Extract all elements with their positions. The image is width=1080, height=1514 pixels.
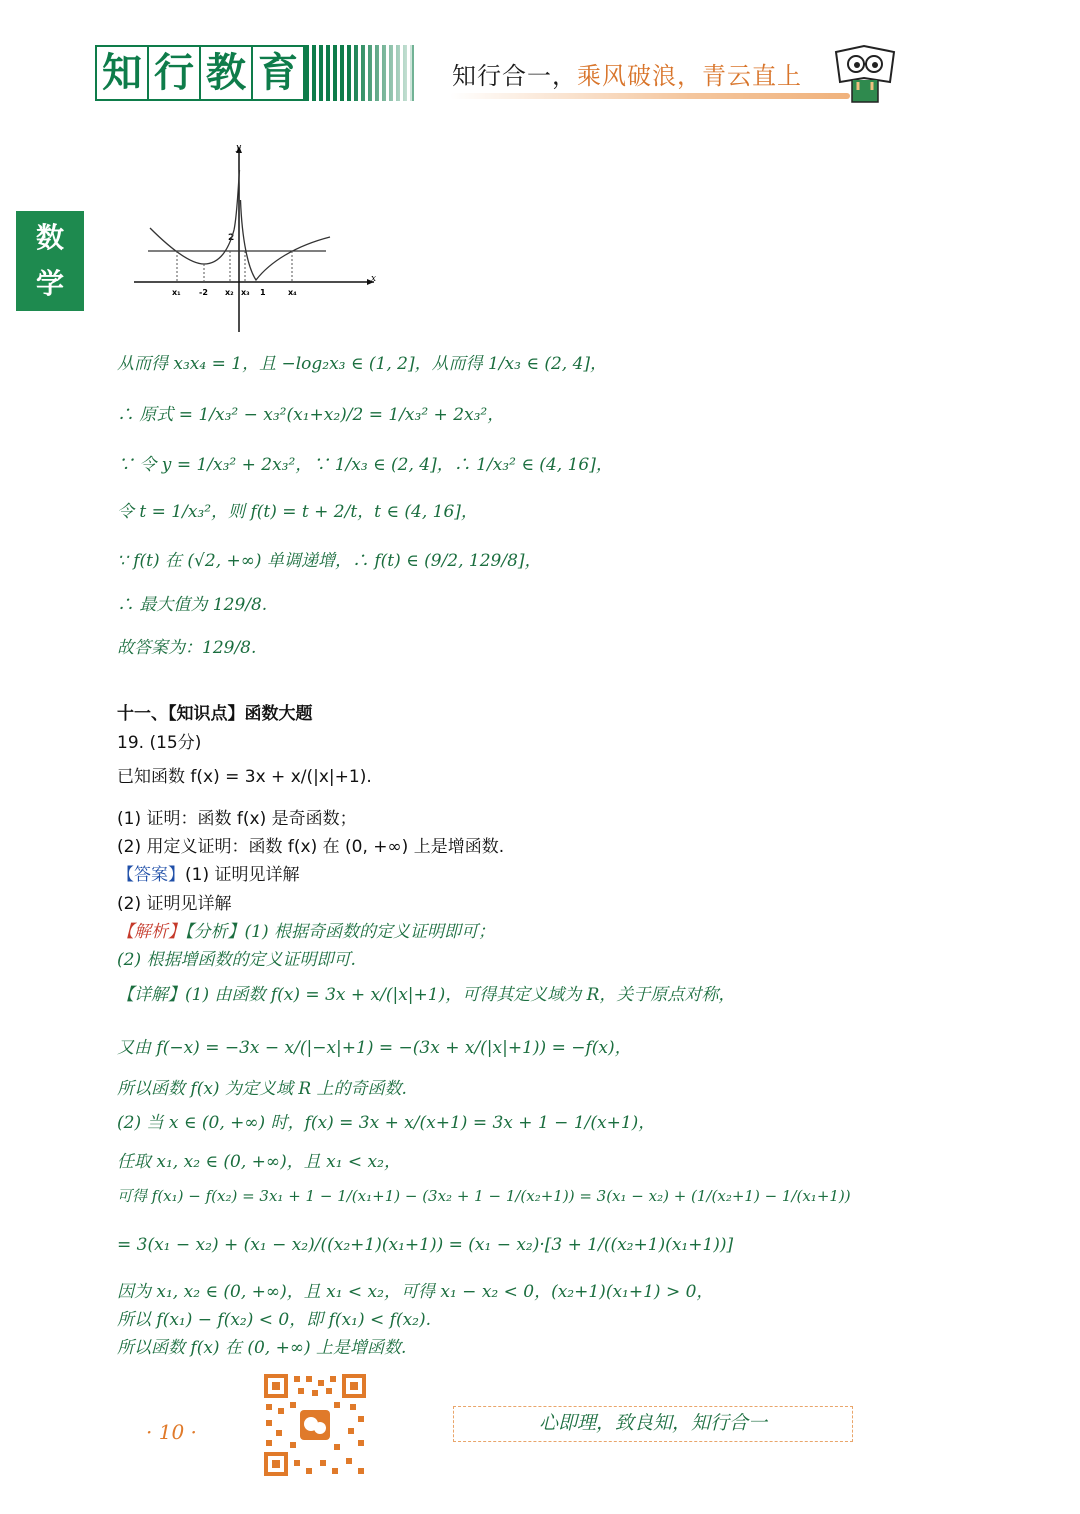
tick-minus2: -2	[199, 288, 208, 297]
detail-line-1	[117, 980, 735, 1005]
answer-line-2: (2) 证明见详解	[117, 894, 232, 914]
answer-tag: 【答案】	[117, 865, 185, 885]
answer-text-1: (1) 证明见详解	[185, 865, 300, 885]
function-graph	[130, 140, 380, 335]
problem-part-1: (1) 证明：函数 f(x) 是奇函数；	[117, 809, 357, 829]
tick-one: 1	[260, 288, 266, 297]
detail-line-2: 又由 f(−x) = −3x − x/(|−x|+1) = −(3x + x/(|x|+1)) = −f(x)，	[117, 1038, 632, 1058]
section-title: 十一、【知识点】函数大题	[117, 704, 313, 724]
brand-logo	[95, 45, 415, 101]
detail-line-5: 任取 x₁, x₂ ∈ (0, +∞)，且 x₁ < x₂，	[117, 1152, 401, 1172]
footer-motto: 心即理，致良知，知行合一	[453, 1406, 853, 1442]
detail-line-4: (2) 当 x ∈ (0, +∞) 时，f(x) = 3x + x/(x+1) = 3x + 1 − 1/(x+1)，	[117, 1113, 656, 1133]
detail-line-6: 可得 f(x₁) − f(x₂) = 3x₁ + 1 − 1/(x₁+1) − (3x₂ + 1 − 1/(x₂+1)) = 3(x₁ − x₂) + (1/(x₂+1) − 1/(x₁+1))	[117, 1187, 851, 1205]
detail-text-1: (1) 由函数 f(x) = 3x + x/(|x|+1)，可得其定义域为 R，关于原点对称，	[185, 985, 736, 1005]
analysis-subtag: 【分析】	[185, 922, 245, 942]
prev-solution-line-2: ∴ 原式 = 1/x₃² − x₃²(x₁+x₂)/2 = 1/x₃² + 2x₃²，	[117, 405, 505, 425]
prev-solution-line-4: 令 t = 1/x₃²，则 f(t) = t + 2/t，t ∈ (4, 16]，	[117, 502, 478, 522]
curve-right	[241, 200, 331, 280]
slogan-accent: 乘风破浪，青云直上	[577, 62, 802, 90]
tick-x4: x₄	[288, 288, 297, 297]
slogan-main: 知行合一，	[452, 62, 577, 90]
detail-line-7: = 3(x₁ − x₂) + (x₁ − x₂)/((x₂+1)(x₁+1)) = (x₁ − x₂)·[3 + 1/((x₂+1)(x₁+1))]	[117, 1235, 734, 1255]
page-number: · 10 ·	[146, 1420, 197, 1444]
problem-part-2: (2) 用定义证明：函数 f(x) 在 (0, +∞) 上是增函数.	[117, 837, 505, 857]
brand-letter-2: 行	[147, 45, 201, 101]
analysis-line-1	[117, 917, 495, 942]
prev-solution-line-3: ∵ 令 y = 1/x₃² + 2x₃²，∵ 1/x₃ ∈ (2, 4]，∴ 1/x₃² ∈ (4, 16]，	[117, 455, 613, 475]
prev-solution-line-6: ∴ 最大值为 129/8.	[117, 595, 268, 615]
label-two: 2	[228, 233, 235, 243]
detail-line-9: 所以 f(x₁) − f(x₂) < 0，即 f(x₁) < f(x₂).	[117, 1310, 432, 1330]
detail-line-10: 所以函数 f(x) 在 (0, +∞) 上是增函数.	[117, 1338, 407, 1358]
analysis-line-2: (2) 根据增函数的定义证明即可.	[117, 950, 356, 970]
header-slogan	[452, 56, 802, 91]
tick-x3: x₃	[241, 288, 250, 297]
subject-tab	[16, 211, 84, 311]
mascot-book-icon	[830, 38, 900, 104]
brand-stripes	[305, 45, 415, 101]
curve-left	[150, 170, 240, 264]
prev-solution-line-5: ∵ f(t) 在 (√2, +∞) 单调递增，∴ f(t) ∈ (9/2, 129/8]，	[117, 551, 542, 571]
detail-line-8: 因为 x₁, x₂ ∈ (0, +∞)，且 x₁ < x₂，可得 x₁ − x₂ < 0，(x₂+1)(x₁+1) > 0，	[117, 1282, 714, 1302]
brand-letter-1: 知	[95, 45, 149, 101]
subject-tab-line2: 学	[35, 267, 64, 300]
slogan-underline	[450, 93, 850, 99]
analysis-tag: 【解析】	[117, 922, 185, 942]
prev-solution-line-1: 从而得 x₃x₄ = 1，且 −log₂x₃ ∈ (1, 2]，从而得 1/x₃ ∈ (2, 4]，	[117, 354, 608, 374]
brand-letter-3: 教	[199, 45, 253, 101]
y-axis-label: y	[236, 143, 242, 153]
answer-line-1	[117, 860, 299, 885]
prev-solution-line-7: 故答案为：129/8.	[117, 638, 257, 658]
tick-x1: x₁	[172, 288, 181, 297]
brand-letter-4: 育	[251, 45, 305, 101]
header-divider	[412, 45, 414, 101]
tick-x2: x₂	[225, 288, 234, 297]
problem-stem: 已知函数 f(x) = 3x + x/(|x|+1).	[117, 767, 372, 787]
analysis-text-1: (1) 根据奇函数的定义证明即可；	[244, 922, 495, 942]
x-axis-label: x	[371, 274, 377, 284]
problem-number: 19. (15分)	[117, 733, 202, 753]
qr-code-icon[interactable]	[262, 1372, 368, 1478]
detail-line-3: 所以函数 f(x) 为定义域 R 上的奇函数.	[117, 1079, 407, 1099]
detail-tag: 【详解】	[117, 985, 185, 1005]
subject-tab-line1: 数	[35, 221, 64, 254]
